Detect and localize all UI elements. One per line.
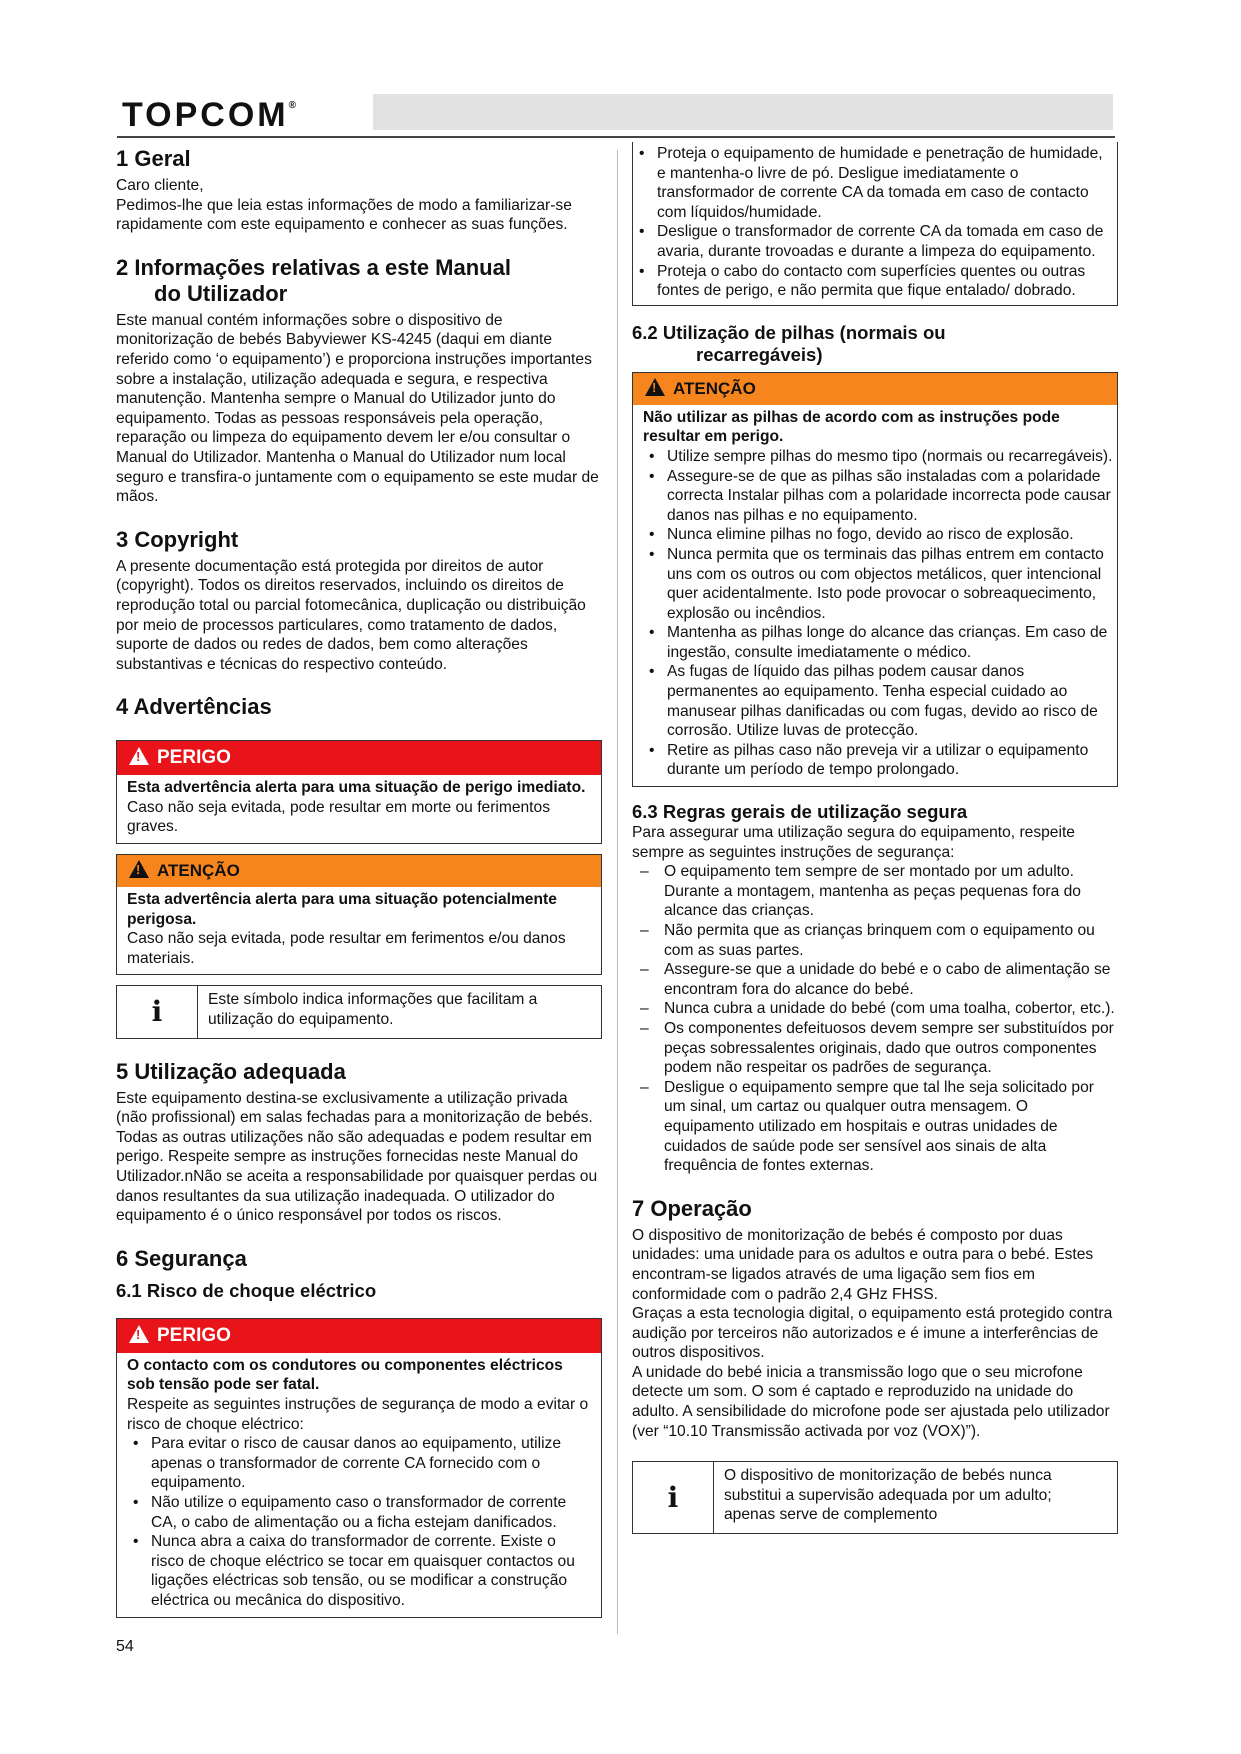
list-item: • Mantenha as pilhas longe do alcance das crianças. Em caso de ingestão, consulte imediatamente o médico.: [643, 623, 1115, 662]
header-bar: [373, 94, 1113, 130]
list-item: • Proteja o equipamento de humidade e penetração de humidade, e mantenha-o livre de pó. Desligue imediatamente o transformador de corrente CA da tomada em caso de contacto com líquidos/humidade.: [633, 144, 1107, 222]
shock-intro: Respeite as seguintes instruções de segurança de modo a evitar o risco de choque eléctrico:: [127, 1395, 589, 1433]
list-item: • Proteja o cabo do contacto com superfícies quentes ou outras fontes de perigo, e não permita que fique entalado/ dobrado.: [633, 262, 1107, 301]
section-5-body: Este equipamento destina-se exclusivamente a utilização privada (não profissional) em salas fechadas para a monitorização de bebés. Todas as outras utilizações não são adequadas e podem resultar em perigo. Respeite sempre as instruções fornecidas neste Manual do Utilizador.nNão se aceita a responsabilidade por quaisquer perdas ou danos resultantes da sua utilização inadequada. O utilizador do equipamento é o único responsável por todos os riscos.: [116, 1089, 598, 1225]
danger-text: Caso não seja evitada, pode resultar em morte ou ferimentos graves.: [127, 798, 550, 836]
caution-header: !ATENÇÃO: [633, 373, 1117, 405]
column-divider: [617, 150, 618, 1634]
list-item: – O equipamento tem sempre de ser montado por um adulto. Durante a montagem, mantenha as peças pequenas fora do alcance das crianças.: [632, 862, 1118, 921]
danger-bold-text: Esta advertência alerta para uma situação de perigo imediato.: [127, 779, 586, 797]
list-item: • As fugas de líquido das pilhas podem causar danos permanentes ao equipamento. Tenha especial cuidado ao manusear pilhas danificadas ou com fugas, devido ao risco de corrosão. Utilize luvas de protecção.: [643, 662, 1115, 740]
right-column: [632, 145, 1118, 1534]
info-box: [116, 985, 602, 1038]
list-item: • Nunca abra a caixa do transformador de corrente. Existe o risco de choque eléctrico se tocar em quaisquer contactos ou ligações eléctricas sob tensão, ou se modificar a construção eléctrica ou mecânica do dispositivo.: [127, 1532, 591, 1610]
info-box: [632, 1461, 1118, 1534]
list-item: • Desligue o transformador de corrente CA da tomada em caso de avaria, durante trovoadas e durante a limpeza do equipamento.: [633, 222, 1107, 261]
section-3-body: A presente documentação está protegida por direitos de autor (copyright). Todos os direitos reservados, incluindo os direitos de reprodução total ou parcial fotomecânica, duplicação ou distribuição por meio de processos particulares, como tratamento de dados, suporte de dados ou redes de dados, bem como alterações substantivas e técnicas do respectivo conteúdo.: [116, 557, 586, 673]
section-6-1-title: 6.1 Risco de choque eléctrico: [116, 1279, 377, 1301]
warning-triangle-icon: [645, 378, 665, 396]
list-item: – Os componentes defeituosos devem sempre ser substituídos por peças sobressalentes originais, dado que outros componentes podem não respeitar os padrões de segurança.: [632, 1019, 1118, 1078]
section-2-title: 2 Informações relativas a este Manual do Utilizador: [116, 254, 511, 306]
info-text: Este símbolo indica informações que facilitam a utilização do equipamento.: [208, 991, 538, 1029]
section-4-title: 4 Advertências: [116, 694, 272, 720]
info-text: O dispositivo de monitorização de bebés nunca substitui a supervisão adequada por um adulto; apenas serve de complemento: [724, 1467, 1052, 1524]
battery-bold-text: Não utilizar as pilhas de acordo com as instruções pode resultar em perigo.: [643, 408, 1060, 446]
warning-triangle-icon: [129, 860, 149, 878]
shock-list: [127, 1434, 591, 1610]
list-item: • Utilize sempre pilhas do mesmo tipo (normais ou recarregáveis).: [643, 447, 1115, 467]
left-column: [116, 142, 602, 1618]
section-7-p3: A unidade do bebé inicia a transmissão logo que o seu microfone detecte um som. O som é captado e reproduzido na unidade do adulto. A sensibilidade do microfone pode ser ajustada pelo utilizador (ver “10.10 Transmissão activada por voz (VOX)”).: [632, 1363, 1110, 1440]
warning-triangle-icon: [129, 747, 149, 765]
list-item: – Desligue o equipamento sempre que tal lhe seja solicitado por um sinal, um cartaz ou qualquer outra mensagem. O equipamento utilizado em hospitais e outras unidades de cuidados de saúde pode ser sensível aos sinais de alta frequência de fontes externas.: [632, 1078, 1118, 1176]
danger-box: [116, 740, 602, 844]
section-6-2-title: 6.2 Utilização de pilhas (normais ou recarregáveis): [632, 321, 946, 365]
section-1-title: 1 Geral: [116, 146, 191, 171]
caution-bold-text: Esta advertência alerta para uma situação potencialmente perigosa.: [127, 891, 557, 928]
section-1-greeting: Caro cliente,: [116, 177, 204, 194]
caution-text: Caso não seja evitada, pode resultar em ferimentos e/ou danos materiais.: [127, 930, 566, 967]
section-7-p1: O dispositivo de monitorização de bebés é composto por duas unidades: uma unidade para os adultos e outra para o bebé. Estes encontram-se ligados através de uma ligação sem fios em conformidade com o padrão 2,4 GHz FHSS.: [632, 1226, 1094, 1303]
safety-rules-list: [632, 862, 1118, 1176]
section-5-title: 5 Utilização adequada: [116, 1058, 346, 1084]
caution-box: [116, 854, 602, 975]
shock-bold-text: O contacto com os condutores ou componentes eléctricos sob tensão pode ser fatal.: [127, 1356, 563, 1394]
list-item: – Não permita que as crianças brinquem com o equipamento ou com as suas partes.: [632, 921, 1118, 960]
list-item: • Não utilize o equipamento caso o transformador de corrente CA, o cabo de alimentação ou a ficha estejam danificados.: [127, 1493, 591, 1532]
section-7-p2: Graças a esta tecnologia digital, o equipamento está protegido contra audição por terceiros não autorizados e é imune a interferências de outros dispositivos.: [632, 1305, 1113, 1362]
list-item: – Assegure-se que a unidade do bebé e o cabo de alimentação se encontram fora do alcance do bebé.: [632, 960, 1118, 999]
warning-triangle-icon: [129, 1325, 149, 1343]
caution-header: !ATENÇÃO: [117, 855, 601, 887]
list-item: • Retire as pilhas caso não preveja vir a utilizar o equipamento durante um período de tempo prolongado.: [643, 741, 1115, 780]
page-number: 54: [116, 1638, 134, 1655]
info-icon: i: [633, 1462, 714, 1533]
list-item: • Para evitar o risco de causar danos ao equipamento, utilize apenas o transformador de corrente CA fornecido com o equipamento.: [127, 1434, 591, 1493]
section-3-title: 3 Copyright: [116, 526, 239, 552]
danger-header: !PERIGO: [117, 1319, 601, 1353]
section-6-3-intro: Para assegurar uma utilização segura do equipamento, respeite sempre as seguintes instruções de segurança:: [632, 824, 1075, 861]
section-1-body: Pedimos-lhe que leia estas informações de modo a familiarizar-se rapidamente com este equipamento e conhecer as suas funções.: [116, 196, 572, 234]
section-7-title: 7 Operação: [632, 1195, 752, 1221]
battery-caution-box: [632, 372, 1118, 787]
section-6-3-title: 6.3 Regras gerais de utilização segura: [632, 801, 968, 823]
list-item: • Nunca elimine pilhas no fogo, devido ao risco de explosão.: [643, 525, 1115, 545]
section-6-title: 6 Segurança: [116, 1245, 247, 1271]
list-item: • Assegure-se de que as pilhas são instaladas com a polaridade correcta Instalar pilhas com a polaridade incorrecta pode causar danos nas pilhas e no equipamento.: [643, 467, 1115, 526]
brand-logo: TOPCOM®: [122, 96, 296, 134]
battery-list: [643, 447, 1115, 780]
header-rule: [117, 136, 1115, 138]
list-item: • Nunca permita que os terminais das pilhas entrem em contacto uns com os outros ou com objectos metálicos, quer intencional quer acidentalmente. Isto pode provocar o sobreaquecimento, explosão ou incêndios.: [643, 545, 1115, 623]
danger-header: !PERIGO: [117, 741, 601, 775]
info-icon: i: [117, 986, 198, 1037]
list-item: – Nunca cubra a unidade do bebé (com uma toalha, cobertor, etc.).: [632, 999, 1118, 1019]
shock-list-continued: [632, 142, 1118, 306]
section-2-body: Este manual contém informações sobre o dispositivo de monitorização de bebés Babyviewer KS-4245 (daqui em diante referido como ‘o equipamento’) e proporciona instruções importantes sobre a instalação, utilização adequada e segura, e respectiva manutenção. Mantenha sempre o Manual do Utilizador junto do equipamento. Todas as pessoas responsáveis pela operação, reparação ou limpeza do equipamento devem ler e/ou consultar o Manual do Utilizador. Mantenha o Manual do Utilizador num local seguro e transfira-o juntamente com o equipamento se este mudar de mãos.: [116, 311, 599, 506]
shock-danger-box: [116, 1318, 602, 1618]
